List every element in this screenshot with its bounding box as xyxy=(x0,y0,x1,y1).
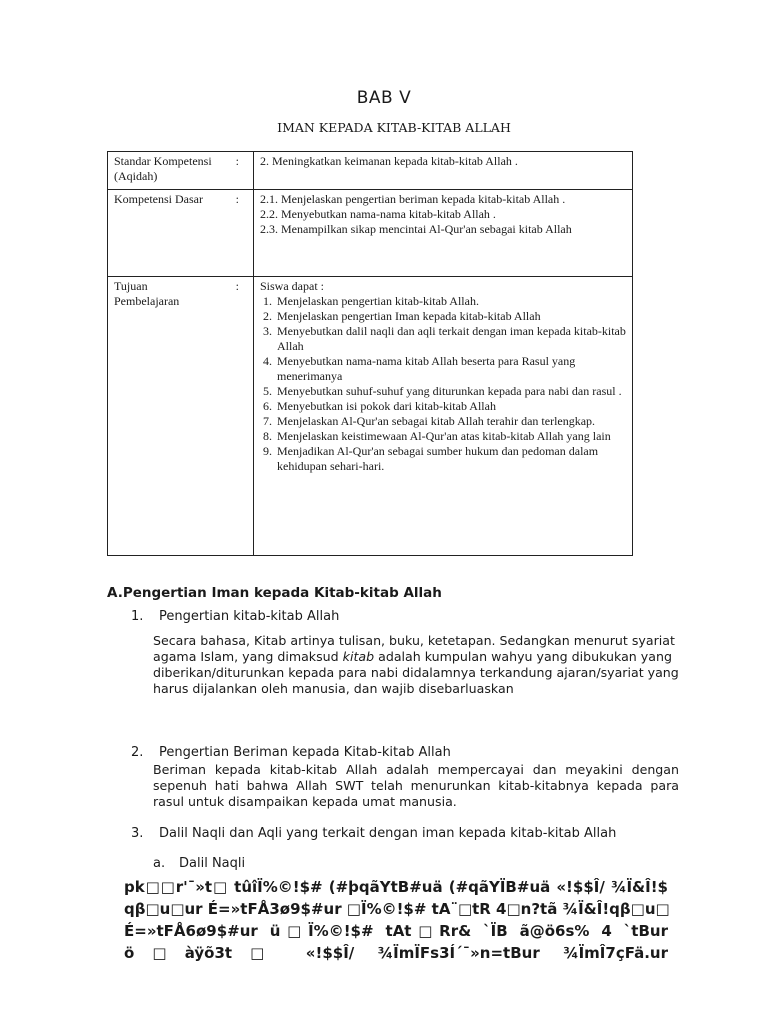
row-content-cell xyxy=(254,277,633,556)
item-number: 2. xyxy=(131,745,144,760)
garbled-line: qβ□u□ur É=»tFÅ3ø9$#ur □Ï%©!$# tA¨□tR 4□n?tã ¾Ï&Î!qβ□u□ xyxy=(124,900,670,918)
sub-item-heading xyxy=(153,856,245,871)
item-heading xyxy=(131,609,339,624)
italic-term: kitab xyxy=(342,649,375,664)
list-item: 4. Menyebutkan nama-nama kitab Allah beserta para Rasul yang menerimanya xyxy=(275,354,626,384)
row-label: Kompetensi Dasar xyxy=(114,192,203,206)
content-line: 2.2. Menyebutkan nama-nama kitab-kitab Allah . xyxy=(260,207,496,221)
arabic-verse-garbled xyxy=(124,876,668,964)
objectives-intro: Siswa dapat : xyxy=(260,279,324,293)
garbled-line: ö□àÿõ3t□ «!$$Î/ ¾ÏmÏFs3Í´¯»n=tBur ¾ÏmÎ7çFä.ur xyxy=(124,944,668,962)
sub-item-number: a. xyxy=(153,856,166,871)
content-line: 2.1. Menjelaskan pengertian beriman kepada kitab-kitab Allah . xyxy=(260,192,566,206)
table-row xyxy=(108,277,633,556)
list-item: 7. Menjelaskan Al-Qur'an sebagai kitab Allah terahir dan terlengkap. xyxy=(275,414,626,429)
row-label-cell xyxy=(108,190,254,277)
list-item: 1. Menjelaskan pengertian kitab-kitab Allah. xyxy=(275,294,626,309)
garbled-line: É=»tFÅ6ø9$#ur ü□Ï%©!$# tAt□Rr& `ÏB ã@ö6s% 4 `tBur xyxy=(124,922,668,940)
chapter-title: BAB V xyxy=(356,88,412,108)
row-label-cell xyxy=(108,152,254,190)
garbled-line: pk□□r'¯»t□ tûîÏ%©!$# (#þqãYtB#uä (#qãYÏB#uä «!$$Î/ ¾Ï&Î!$ xyxy=(124,878,668,896)
label-colon: : xyxy=(235,192,239,206)
label-colon: : xyxy=(235,279,239,293)
row-content-cell xyxy=(254,152,633,190)
item-title: Dalil Naqli dan Aqli yang terkait dengan iman kepada kitab-kitab Allah xyxy=(159,826,617,841)
content-line: 2. Meningkatkan keimanan kepada kitab-kitab Allah . xyxy=(260,154,518,168)
objectives-list xyxy=(260,294,626,474)
row-label-cell xyxy=(108,277,254,556)
item-number: 3. xyxy=(131,826,144,841)
list-item: 5. Menyebutkan suhuf-suhuf yang diturunkan kepada para nabi dan rasul . xyxy=(275,384,626,399)
text-run: adalah kumpulan wahyu yang dibukukan yang diberikan/diturunkan kepada para nabi didalamnya terkandung ajaran/syariat yang harus dijalankan oleh manusia, dan wajib disebarluaskan xyxy=(153,649,679,696)
table-row xyxy=(108,152,633,190)
item-heading xyxy=(131,745,451,760)
list-item: 3. Menyebutkan dalil naqli dan aqli terkait dengan iman kepada kitab-kitab Allah xyxy=(275,324,626,354)
item-heading xyxy=(131,826,616,841)
list-item: 8. Menjelaskan keistimewaan Al-Qur'an atas kitab-kitab Allah yang lain xyxy=(275,429,626,444)
row-label: Standar Kompetensi (Aqidah) xyxy=(114,154,212,183)
chapter-subtitle: IMAN KEPADA KITAB-KITAB ALLAH xyxy=(277,120,511,135)
content-line: 2.3. Menampilkan sikap mencintai Al-Qur'an sebagai kitab Allah xyxy=(260,222,572,236)
text-run: Secara bahasa, Kitab artinya tulisan, buku, ketetapan. Sedangkan menurut syariat agama Islam, yang dimaksud xyxy=(153,633,675,664)
item-number: 1. xyxy=(131,609,144,624)
competency-table xyxy=(107,151,633,556)
item-title: Pengertian Beriman kepada Kitab-kitab Allah xyxy=(159,745,451,760)
list-item: 2. Menjelaskan pengertian Iman kepada kitab-kitab Allah xyxy=(275,309,626,324)
item-title: Pengertian kitab-kitab Allah xyxy=(159,609,340,624)
sub-item-title: Dalil Naqli xyxy=(179,856,246,871)
table-row xyxy=(108,190,633,277)
label-colon: : xyxy=(235,154,239,168)
definition-paragraph xyxy=(153,633,679,697)
section-heading: A.Pengertian Iman kepada Kitab-kitab Allah xyxy=(107,585,442,601)
definition-paragraph: Beriman kepada kitab-kitab Allah adalah mempercayai dan meyakini dengan sepenuh hati bahwa Allah SWT telah menurunkan kitab-kitabnya kepada para rasul untuk disampaikan kepada umat manusia. xyxy=(153,762,679,809)
row-label: Tujuan Pembelajaran xyxy=(114,279,180,308)
list-item: 9. Menjadikan Al-Qur'an sebagai sumber hukum dan pedoman dalam kehidupan sehari-hari. xyxy=(275,444,626,474)
row-content-cell xyxy=(254,190,633,277)
list-item: 6. Menyebutkan isi pokok dari kitab-kitab Allah xyxy=(275,399,626,414)
